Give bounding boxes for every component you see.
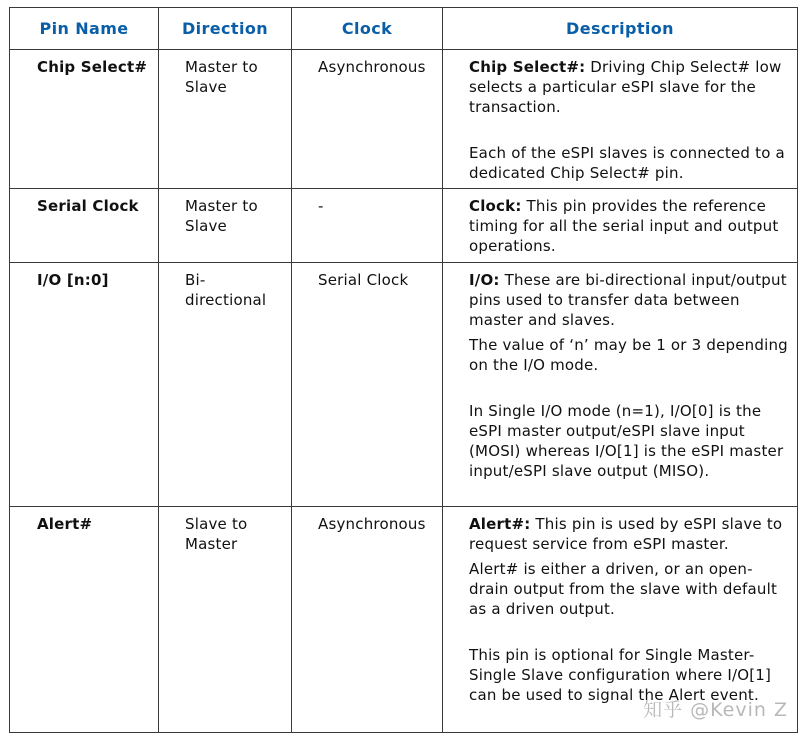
cell-pin-name: Chip Select#: [10, 50, 159, 189]
cell-pin-name: I/O [n:0]: [10, 263, 159, 507]
cell-direction: Master to Slave: [159, 189, 292, 263]
description-paragraph: [469, 401, 791, 481]
description-paragraph: [469, 143, 791, 183]
table-row: [10, 189, 798, 263]
watermark: 知乎 @Kevin Z: [643, 699, 788, 721]
description-text: Each of the eSPI slaves is connected to a dedicated Chip Select# pin.: [469, 144, 785, 182]
description-text: Driving Chip Select# low selects a particular eSPI slave for the transaction.: [469, 58, 782, 116]
header-clock: Clock: [292, 8, 443, 50]
cell-direction: Slave to Master: [159, 507, 292, 733]
description-lead: Clock:: [469, 197, 522, 215]
header-direction: Direction: [159, 8, 292, 50]
pin-description-table: [9, 7, 798, 733]
description-text: In Single I/O mode (n=1), I/O[0] is the eSPI master output/eSPI slave input (MOSI) whereas I/O[1] is the eSPI master input/eSPI slave output (MISO).: [469, 402, 784, 480]
cell-direction: Bi-directional: [159, 263, 292, 507]
cell-description: [443, 50, 798, 189]
description-lead: Chip Select#:: [469, 58, 586, 76]
description-paragraph: [469, 196, 791, 256]
table-row: [10, 50, 798, 189]
cell-description: [443, 189, 798, 263]
description-paragraph: [469, 335, 791, 375]
cell-direction: Master to Slave: [159, 50, 292, 189]
description-paragraph: [469, 559, 791, 619]
description-lead: Alert#:: [469, 515, 531, 533]
table-header-row: [10, 8, 798, 50]
cell-description: [443, 263, 798, 507]
cell-clock: Asynchronous: [292, 50, 443, 189]
description-lead: I/O:: [469, 271, 500, 289]
table-row: [10, 263, 798, 507]
header-pin-name: Pin Name: [10, 8, 159, 50]
description-text: This pin is optional for Single Master-Single Slave configuration where I/O[1] can be used to signal the Alert event.: [469, 646, 772, 704]
cell-clock: Asynchronous: [292, 507, 443, 733]
cell-pin-name: Serial Clock: [10, 189, 159, 263]
cell-clock: -: [292, 189, 443, 263]
cell-pin-name: Alert#: [10, 507, 159, 733]
header-description: Description: [443, 8, 798, 50]
description-paragraph: [469, 57, 791, 117]
cell-clock: Serial Clock: [292, 263, 443, 507]
description-text: This pin is used by eSPI slave to request service from eSPI master.: [469, 515, 783, 553]
description-text: Alert# is either a driven, or an open-drain output from the slave with default as a driven output.: [469, 560, 778, 618]
description-text: This pin provides the reference timing for all the serial input and output operations.: [469, 197, 779, 255]
description-text: These are bi-directional input/output pins used to transfer data between master and slaves.: [469, 271, 787, 329]
description-paragraph: [469, 270, 791, 330]
description-text: The value of ‘n’ may be 1 or 3 depending on the I/O mode.: [469, 336, 788, 374]
description-paragraph: [469, 514, 791, 554]
